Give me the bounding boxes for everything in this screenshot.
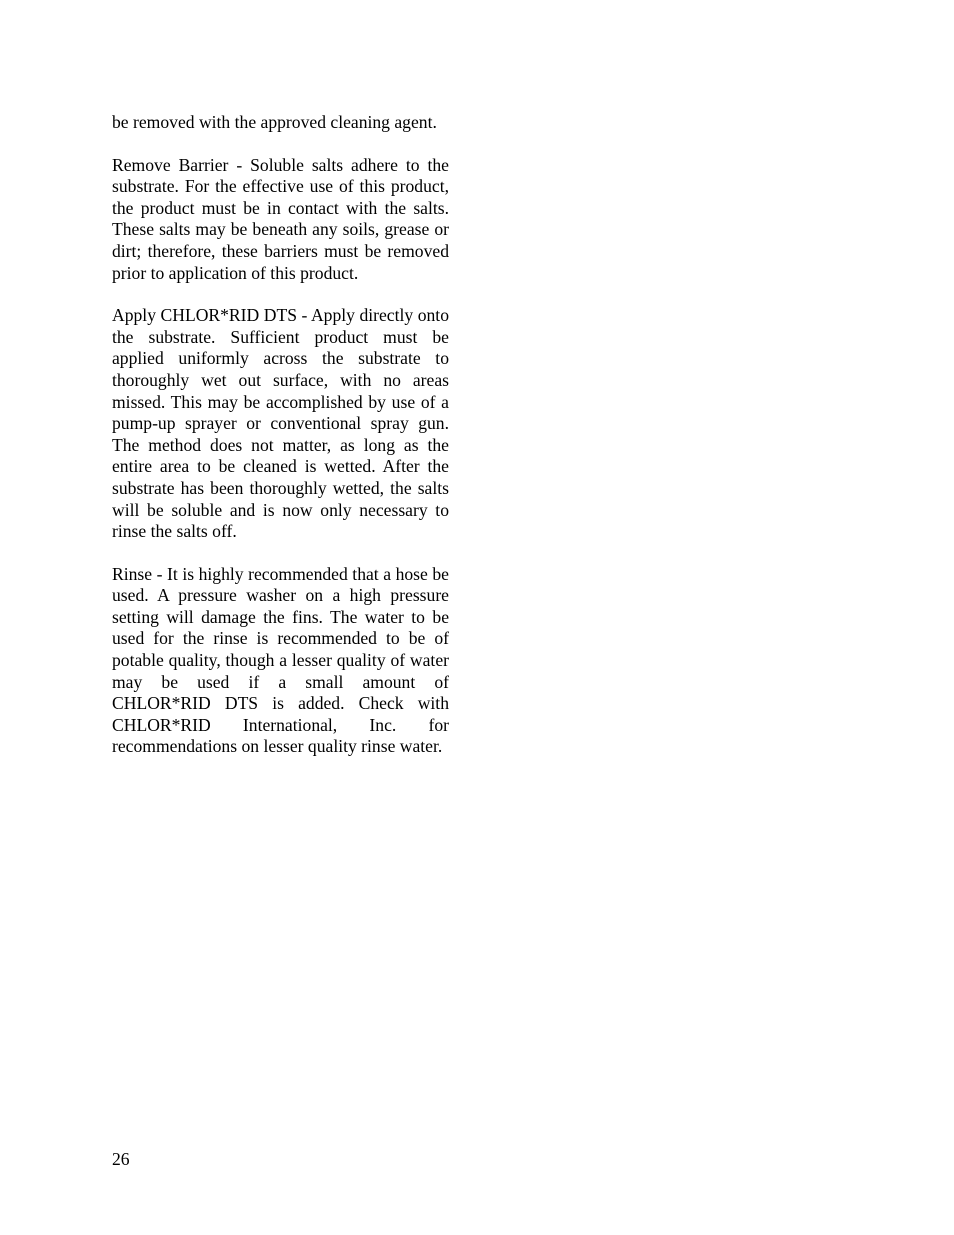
paragraph-remove-barrier: Remove Barrier - Soluble salts adhere to the substrate. For the effective use of this product, the product must be in contact with the salts. These salts may be beneath any soils, grease or dirt; therefore, these barriers must be removed prior to application of this product. (112, 154, 449, 283)
paragraph-cleaning-agent: be removed with the approved cleaning agent. (112, 112, 437, 132)
paragraph-apply-product: Apply CHLOR*RID DTS - Apply directly onto the substrate. Sufficient product must be applied uniformly across the substrate to thoroughly wet out surface, with no areas missed. This may be accomplished by use of a pump-up sprayer or conventional spray gun. The method does not matter, as long as the entire area to be cleaned is wetted. After the substrate has been thoroughly wetted, the salts will be soluble and is now only necessary to rinse the salts off. (112, 305, 449, 542)
text-column (112, 112, 449, 779)
page-number: 26 (112, 1149, 130, 1169)
paragraph-rinse: Rinse - It is highly recommended that a hose be used. A pressure washer on a high pressure setting will damage the fins. The water to be used for the rinse is recommended to be of potable quality, though a lesser quality of water may be used if a small amount of CHLOR*RID DTS is added. Check with CHLOR*RID International, Inc. for recommendations on lesser quality rinse water. (112, 563, 449, 757)
